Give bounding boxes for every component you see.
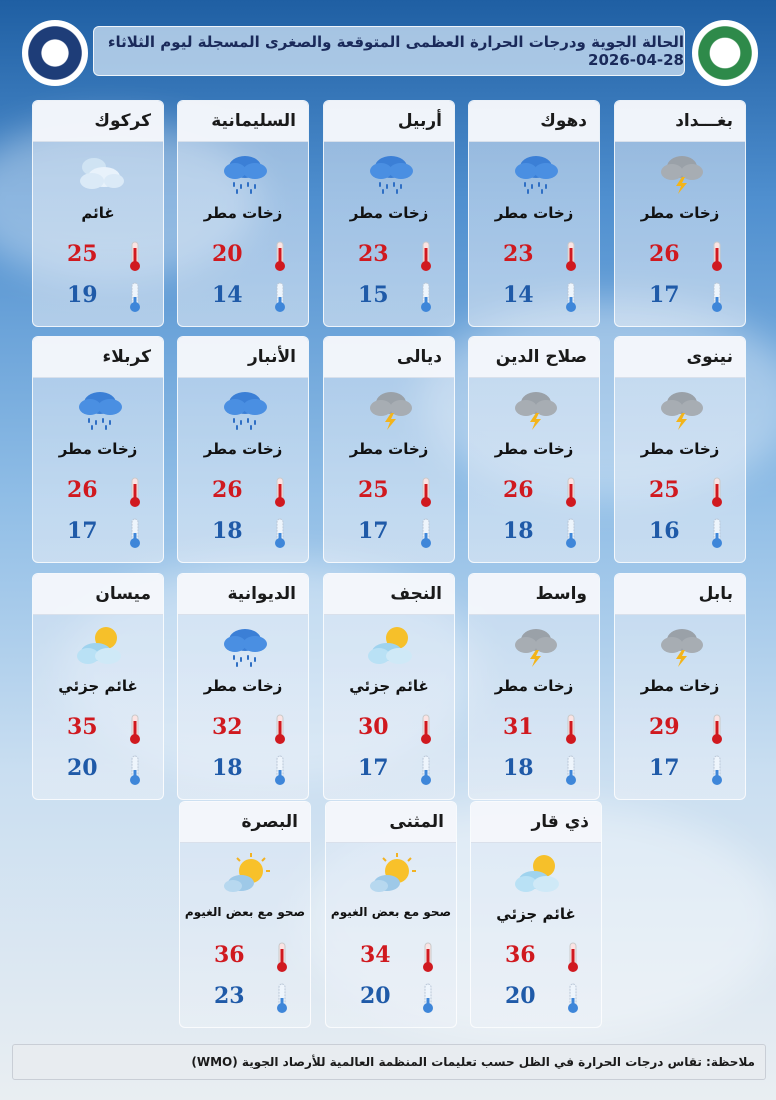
ministry-logo xyxy=(692,20,758,86)
city-card-header xyxy=(33,101,163,142)
hot-thermometer-icon xyxy=(127,240,143,272)
city-name: ميسان xyxy=(95,584,151,604)
min-temperature: 17 xyxy=(649,755,680,781)
weather-condition: زخات مطر xyxy=(203,677,283,695)
city-card xyxy=(614,336,746,563)
city-card xyxy=(32,100,164,327)
city-card xyxy=(323,336,455,563)
weather-condition: زخات مطر xyxy=(640,204,720,222)
city-name: بابل xyxy=(698,584,733,604)
weather-condition: صحو مع بعض الغيوم xyxy=(330,905,452,919)
city-card-header xyxy=(324,574,454,615)
cold-thermometer-icon xyxy=(563,281,579,313)
city-card-header xyxy=(615,101,745,142)
max-temperature: 26 xyxy=(503,477,534,503)
city-name: الديوانية xyxy=(227,584,296,604)
max-temperature: 23 xyxy=(503,241,534,267)
city-card xyxy=(468,336,600,563)
city-card xyxy=(177,573,309,800)
max-temperature: 26 xyxy=(67,477,98,503)
cold-thermometer-icon xyxy=(127,281,143,313)
city-card xyxy=(470,801,602,1028)
city-name: نينوى xyxy=(686,347,733,367)
city-card-header xyxy=(178,101,308,142)
min-temperature: 17 xyxy=(358,755,389,781)
min-temperature: 17 xyxy=(358,518,389,544)
weather-condition: زخات مطر xyxy=(203,440,283,458)
city-name: واسط xyxy=(535,584,587,604)
city-card-header xyxy=(180,802,310,843)
city-card-header xyxy=(326,802,456,843)
hot-thermometer-icon xyxy=(272,713,288,745)
min-temperature: 17 xyxy=(649,282,680,308)
thunder-cloud-icon xyxy=(656,624,708,668)
footer-note xyxy=(12,1044,766,1080)
city-card xyxy=(177,336,309,563)
city-name: البصرة xyxy=(241,812,298,832)
hot-thermometer-icon xyxy=(709,476,725,508)
city-card xyxy=(32,573,164,800)
min-temperature: 20 xyxy=(505,983,536,1009)
weather-condition: زخات مطر xyxy=(58,440,138,458)
max-temperature: 25 xyxy=(649,477,680,503)
weather-condition: غائم جزئي xyxy=(58,677,138,695)
min-temperature: 23 xyxy=(214,983,245,1009)
min-temperature: 18 xyxy=(212,755,243,781)
weather-condition: زخات مطر xyxy=(640,440,720,458)
city-card xyxy=(179,801,311,1028)
hot-thermometer-icon xyxy=(272,476,288,508)
max-temperature: 25 xyxy=(67,241,98,267)
cold-thermometer-icon xyxy=(274,982,290,1014)
cold-thermometer-icon xyxy=(272,517,288,549)
hot-thermometer-icon xyxy=(565,941,581,973)
city-card xyxy=(325,801,457,1028)
city-card-header xyxy=(178,337,308,378)
cold-thermometer-icon xyxy=(418,754,434,786)
weather-condition: زخات مطر xyxy=(349,204,429,222)
cold-thermometer-icon xyxy=(418,517,434,549)
hot-thermometer-icon xyxy=(418,713,434,745)
city-name: النجف xyxy=(390,584,442,604)
thunder-cloud-icon xyxy=(656,151,708,195)
hot-thermometer-icon xyxy=(127,713,143,745)
city-card-header xyxy=(469,574,599,615)
hot-thermometer-icon xyxy=(563,713,579,745)
weather-condition: صحو مع بعض الغيوم xyxy=(184,905,306,919)
city-card xyxy=(468,100,600,327)
cloudy-icon xyxy=(74,151,126,195)
cold-thermometer-icon xyxy=(709,517,725,549)
city-card-header xyxy=(471,802,601,843)
cold-thermometer-icon xyxy=(420,982,436,1014)
weather-condition: زخات مطر xyxy=(349,440,429,458)
max-temperature: 23 xyxy=(358,241,389,267)
hot-thermometer-icon xyxy=(420,941,436,973)
city-card-header xyxy=(469,101,599,142)
city-name: ديالى xyxy=(396,347,442,367)
max-temperature: 31 xyxy=(503,714,534,740)
city-card-header xyxy=(615,574,745,615)
cold-thermometer-icon xyxy=(709,281,725,313)
cold-thermometer-icon xyxy=(127,517,143,549)
rain-cloud-icon xyxy=(219,387,271,431)
min-temperature: 18 xyxy=(503,518,534,544)
min-temperature: 16 xyxy=(649,518,680,544)
min-temperature: 15 xyxy=(358,282,389,308)
thunder-cloud-icon xyxy=(510,387,562,431)
weather-condition: زخات مطر xyxy=(203,204,283,222)
sun-cloud-icon xyxy=(367,852,419,896)
cold-thermometer-icon xyxy=(709,754,725,786)
hot-thermometer-icon xyxy=(418,240,434,272)
city-name: كركوك xyxy=(94,111,151,131)
city-card xyxy=(323,573,455,800)
hot-thermometer-icon xyxy=(274,941,290,973)
city-name: كربلاء xyxy=(102,347,151,367)
rain-cloud-icon xyxy=(219,151,271,195)
weather-condition: زخات مطر xyxy=(640,677,720,695)
weather-condition: زخات مطر xyxy=(494,204,574,222)
min-temperature: 18 xyxy=(212,518,243,544)
min-temperature: 18 xyxy=(503,755,534,781)
meteorology-logo xyxy=(22,20,88,86)
max-temperature: 34 xyxy=(360,942,391,968)
city-card-header xyxy=(324,101,454,142)
rain-cloud-icon xyxy=(510,151,562,195)
city-card xyxy=(323,100,455,327)
hot-thermometer-icon xyxy=(709,713,725,745)
page-title: الحالة الجوية ودرجات الحرارة العظمى المتوقعة والصغرى المسجلة ليوم الثلاثاء 28-04-2026 xyxy=(107,33,684,69)
footer-text: ملاحظة: تقاس درجات الحرارة في الظل حسب تعليمات المنظمة العالمية للأرصاد الجوية (WMO) xyxy=(191,1055,755,1069)
city-card xyxy=(614,573,746,800)
city-card xyxy=(468,573,600,800)
min-temperature: 20 xyxy=(360,983,391,1009)
thunder-cloud-icon xyxy=(656,387,708,431)
cold-thermometer-icon xyxy=(272,754,288,786)
cold-thermometer-icon xyxy=(563,754,579,786)
max-temperature: 32 xyxy=(212,714,243,740)
cold-thermometer-icon xyxy=(565,982,581,1014)
city-name: صلاح الدين xyxy=(495,347,587,367)
hot-thermometer-icon xyxy=(127,476,143,508)
max-temperature: 36 xyxy=(505,942,536,968)
city-card-header xyxy=(33,574,163,615)
min-temperature: 17 xyxy=(67,518,98,544)
hot-thermometer-icon xyxy=(709,240,725,272)
city-card-header xyxy=(33,337,163,378)
hot-thermometer-icon xyxy=(272,240,288,272)
weather-condition: زخات مطر xyxy=(494,440,574,458)
min-temperature: 14 xyxy=(212,282,243,308)
max-temperature: 29 xyxy=(649,714,680,740)
city-name: الأنبار xyxy=(248,347,296,367)
hot-thermometer-icon xyxy=(563,476,579,508)
header-banner xyxy=(93,26,685,76)
min-temperature: 14 xyxy=(503,282,534,308)
rain-cloud-icon xyxy=(365,151,417,195)
cold-thermometer-icon xyxy=(418,281,434,313)
city-name: أربيل xyxy=(397,111,442,131)
partly-cloudy-icon xyxy=(512,852,564,896)
city-card-header xyxy=(324,337,454,378)
partly-cloudy-icon xyxy=(74,624,126,668)
thunder-cloud-icon xyxy=(510,624,562,668)
max-temperature: 35 xyxy=(67,714,98,740)
city-name: بغـــداد xyxy=(675,111,733,131)
max-temperature: 26 xyxy=(649,241,680,267)
min-temperature: 19 xyxy=(67,282,98,308)
city-name: دهوك xyxy=(540,111,587,131)
rain-cloud-icon xyxy=(219,624,271,668)
city-card-header xyxy=(469,337,599,378)
city-name: السليمانية xyxy=(211,111,296,131)
city-card-header xyxy=(615,337,745,378)
cold-thermometer-icon xyxy=(563,517,579,549)
weather-condition: غائم xyxy=(81,204,115,222)
weather-condition: غائم جزئي xyxy=(496,905,576,923)
max-temperature: 26 xyxy=(212,477,243,503)
thunder-cloud-icon xyxy=(365,387,417,431)
hot-thermometer-icon xyxy=(563,240,579,272)
city-card xyxy=(177,100,309,327)
city-card xyxy=(614,100,746,327)
max-temperature: 30 xyxy=(358,714,389,740)
sun-cloud-icon xyxy=(221,852,273,896)
hot-thermometer-icon xyxy=(418,476,434,508)
city-name: المثنى xyxy=(389,812,444,832)
cold-thermometer-icon xyxy=(127,754,143,786)
rain-cloud-icon xyxy=(74,387,126,431)
weather-condition: زخات مطر xyxy=(494,677,574,695)
partly-cloudy-icon xyxy=(365,624,417,668)
max-temperature: 25 xyxy=(358,477,389,503)
max-temperature: 20 xyxy=(212,241,243,267)
cold-thermometer-icon xyxy=(272,281,288,313)
max-temperature: 36 xyxy=(214,942,245,968)
min-temperature: 20 xyxy=(67,755,98,781)
city-card xyxy=(32,336,164,563)
city-name: ذي قار xyxy=(531,812,589,832)
city-card-header xyxy=(178,574,308,615)
weather-condition: غائم جزئي xyxy=(349,677,429,695)
